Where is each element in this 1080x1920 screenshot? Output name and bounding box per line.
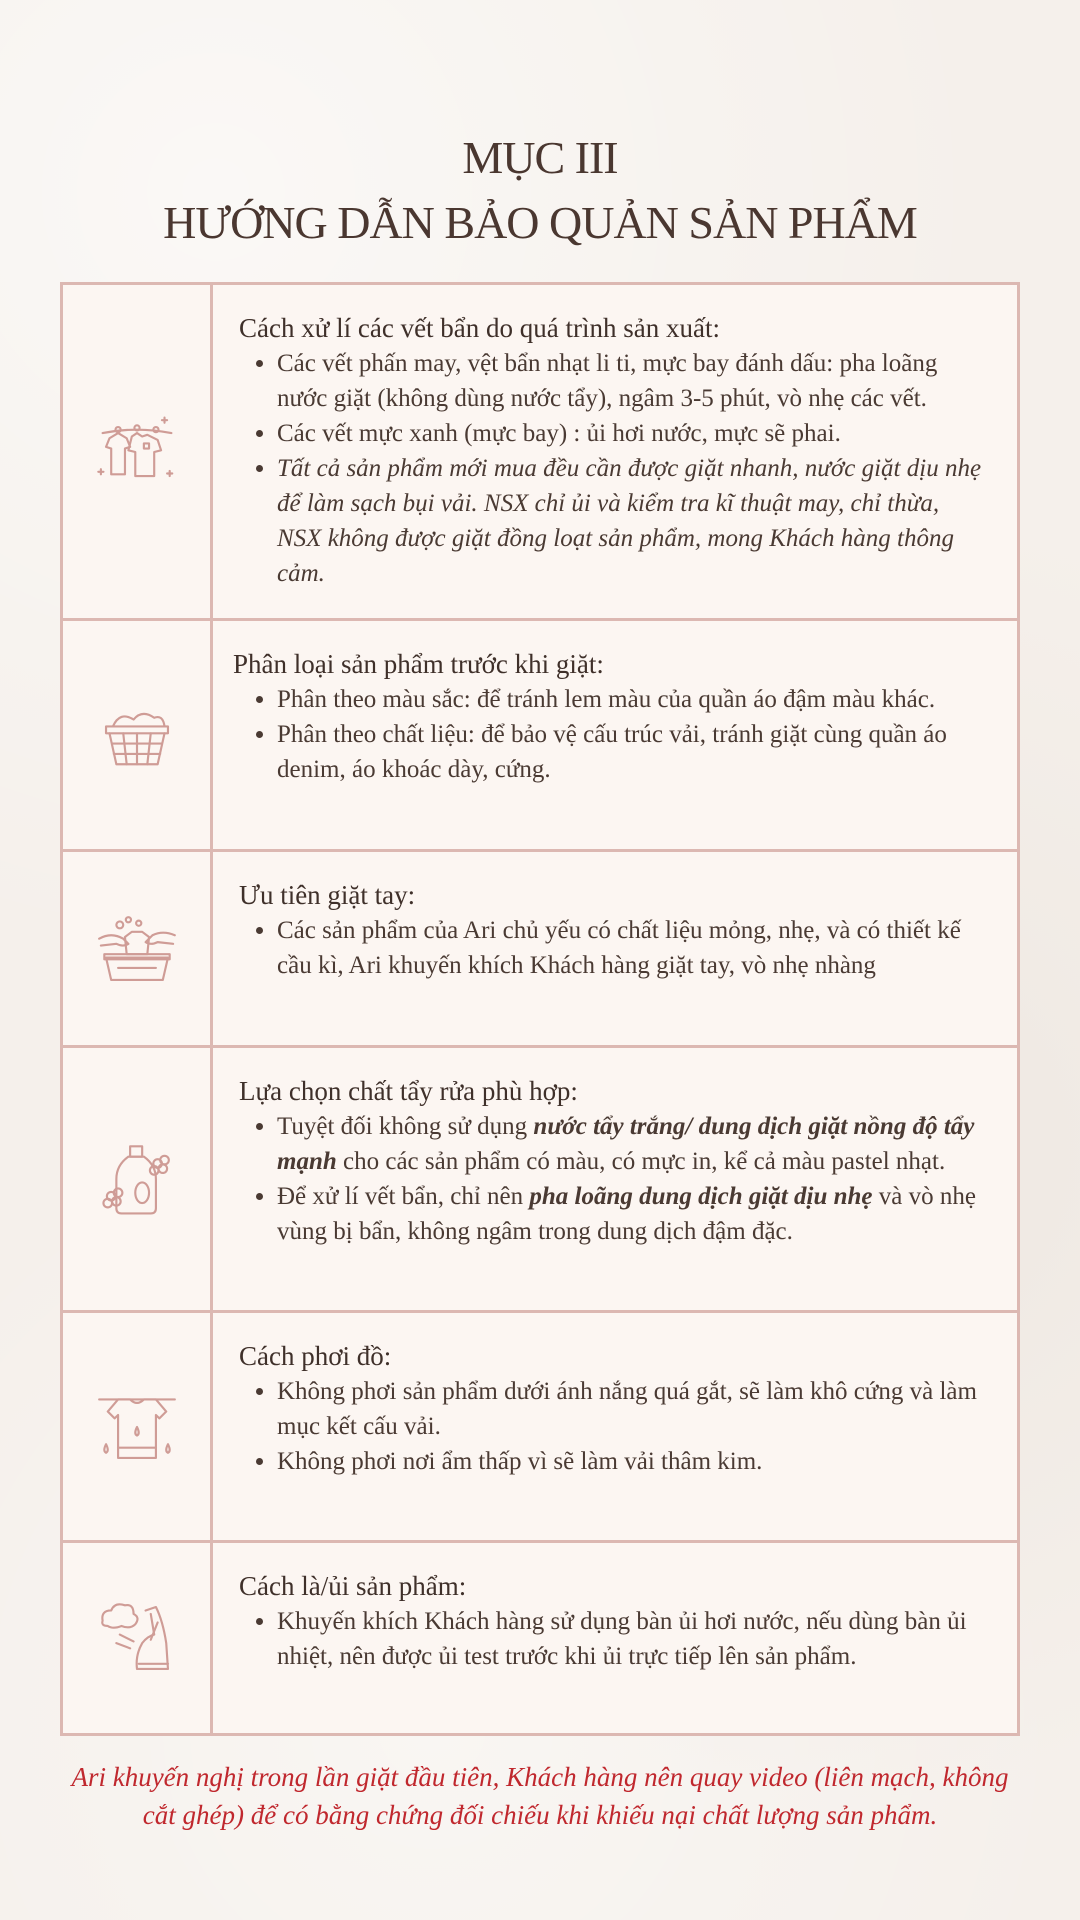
- detergent-bottle-icon: [94, 1136, 180, 1222]
- bullet-list: [239, 1109, 987, 1249]
- list-item: • Phân theo màu sắc: để tránh lem màu của quần áo đậm màu khác.: [277, 682, 987, 717]
- emphasis-text: pha loãng dung dịch giặt dịu nhẹ: [529, 1183, 873, 1210]
- emphasis-text: nước tẩy trắng/ dung dịch giặt nồng độ tẩy mạnh: [277, 1113, 975, 1175]
- steam-iron-icon: [94, 1595, 180, 1681]
- icon-cell: [63, 852, 213, 1045]
- icon-cell: [63, 1048, 213, 1310]
- care-instructions-table: [60, 282, 1020, 1736]
- table-row-stain-removal: [63, 285, 1017, 621]
- bullet-list: [239, 346, 987, 591]
- list-item: • Tất cả sản phẩm mới mua đều cần được giặt nhanh, nước giặt dịu nhẹ để làm sạch bụi vải. NSX chỉ ủi và kiểm tra kĩ thuật may, chỉ thừa, NSX không được giặt đồng loạt sản phẩm, mong Khách hàng thông cảm.: [277, 451, 987, 591]
- section-heading: Phân loại sản phẩm trước khi giặt:: [233, 649, 604, 679]
- page-title: [0, 132, 1080, 250]
- section-text: [233, 647, 987, 787]
- bullet-list: [233, 682, 987, 787]
- text-run: Để xử lí vết bẩn, chỉ nên: [277, 1183, 530, 1210]
- list-item: • Không phơi sản phẩm dưới ánh nắng quá gắt, sẽ làm khô cứng và làm mục kết cấu vải.: [277, 1374, 987, 1444]
- section-text: [239, 311, 987, 591]
- icon-cell: [63, 1543, 213, 1733]
- icon-cell: [63, 1313, 213, 1540]
- text-run: Tuyệt đối không sử dụng: [277, 1113, 534, 1140]
- title-line-1: MỤC III: [462, 132, 618, 183]
- list-item: • Các sản phẩm của Ari chủ yếu có chất liệu mỏng, nhẹ, và có thiết kế cầu kì, Ari khuyến khích Khách hàng giặt tay, vò nhẹ nhàng: [277, 913, 987, 983]
- list-item: • Các vết phấn may, vệt bẩn nhạt li ti, mực bay đánh dấu: pha loãng nước giặt (không dùng nước tẩy), ngâm 3-5 phút, vò nhẹ các vết.: [277, 346, 987, 416]
- hanging-clothes-icon: [94, 409, 180, 495]
- bullet-list: [239, 1604, 987, 1674]
- list-item: • Các vết mực xanh (mực bay) : ủi hơi nước, mực sẽ phai.: [277, 416, 987, 451]
- footer-note: Ari khuyến nghị trong lần giặt đầu tiên, Khách hàng nên quay video (liên mạch, không cắt ghép) để có bằng chứng đối chiếu khi khiếu nại chất lượng sản phẩm.: [71, 1762, 1009, 1830]
- section-heading: Cách phơi đồ:: [239, 1341, 392, 1371]
- bullet-list: [239, 1374, 987, 1479]
- section-text: [239, 1074, 987, 1249]
- table-row-ironing: [63, 1543, 1017, 1733]
- bullet-list: [239, 913, 987, 983]
- icon-cell: [63, 285, 213, 618]
- table-row-sorting: [63, 621, 1017, 852]
- table-row-detergent: [63, 1048, 1017, 1313]
- section-heading: Cách xử lí các vết bẩn do quá trình sản xuất:: [239, 313, 720, 343]
- section-heading: Cách là/ủi sản phẩm:: [239, 1571, 467, 1601]
- drying-shirt-icon: [94, 1384, 180, 1470]
- icon-cell: [63, 621, 213, 849]
- table-row-drying: [63, 1313, 1017, 1543]
- table-row-hand-wash: [63, 852, 1017, 1048]
- list-item: • Phân theo chất liệu: để bảo vệ cấu trúc vải, tránh giặt cùng quần áo denim, áo khoác dày, cứng.: [277, 717, 987, 787]
- section-heading: Lựa chọn chất tẩy rửa phù hợp:: [239, 1076, 578, 1106]
- section-heading: Ưu tiên giặt tay:: [239, 880, 416, 910]
- title-line-2: HƯỚNG DẪN BẢO QUẢN SẢN PHẨM: [163, 196, 917, 248]
- laundry-basket-icon: [94, 692, 180, 778]
- hand-wash-icon: [94, 906, 180, 992]
- section-text: [239, 1339, 987, 1479]
- text-run: cho các sản phẩm có màu, có mực in, kể cả màu pastel nhạt.: [336, 1148, 946, 1175]
- section-text: [239, 878, 987, 983]
- section-text: [239, 1569, 987, 1674]
- text-run: và vò nhẹ vùng bị bẩn, không ngâm trong dung dịch đậm đặc.: [277, 1183, 976, 1245]
- list-item: • Khuyến khích Khách hàng sử dụng bàn ủi hơi nước, nếu dùng bàn ủi nhiệt, nên được ủi test trước khi ủi trực tiếp lên sản phẩm.: [277, 1604, 987, 1674]
- list-item: • Không phơi nơi ẩm thấp vì sẽ làm vải thâm kim.: [277, 1444, 987, 1479]
- list-item: [277, 1109, 987, 1179]
- list-item: [277, 1179, 987, 1249]
